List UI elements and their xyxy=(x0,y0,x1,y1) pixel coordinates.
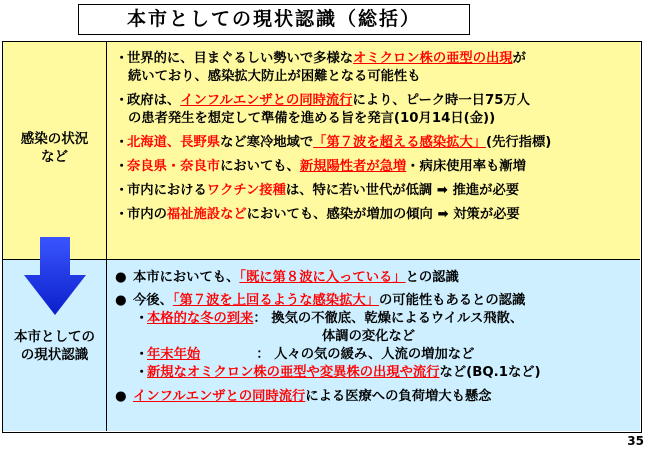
circle-item-expansion: ● 今後、「第７波を上回るような感染拡大」の可能性もあるとの認識 xyxy=(115,293,526,308)
bullet-circle-icon: ● xyxy=(115,389,127,404)
page-number: 35 xyxy=(627,434,644,448)
circle-item-eighth-wave: ● 本市においても、「既に第８波に入っている」との認識 xyxy=(115,270,459,285)
city-recognition-bullets xyxy=(115,269,636,406)
bullet-welfare-facilities: ・市内の福祉施設などにおいても、感染が増加の傾向 ➡ 対策が必要 xyxy=(115,207,520,222)
city-recognition-label: 本市としての の現状認識 xyxy=(14,329,95,363)
sub-item-winter: ・本格的な冬の到来： 換気の不徹底、乾燥によるウイルス飛散、 体調の変化など xyxy=(135,311,524,344)
bullet-government-statement: ・政府は、インフルエンザとの同時流行により、ピーク時一日75万人 の患者発生を想定して準備を進める旨を発言(10月14日(金)) xyxy=(115,93,531,126)
bullet-circle-icon: ● xyxy=(115,270,127,285)
circle-item-influenza: ● インフルエンザとの同時流行による医療への負荷増大も懸念 xyxy=(115,389,492,404)
sub-item-year-end: ・年末年始 ： 人々の気の緩み、人流の増加など xyxy=(135,347,475,362)
column-divider xyxy=(106,42,107,431)
arrow-right-icon: ➡ xyxy=(432,183,453,198)
page-title: 本市としての現状認識（総括） xyxy=(78,4,470,35)
sub-item-new-variants: ・新規なオミクロン株の亜型や変異株の出現や流行など(BQ.1など) xyxy=(135,365,541,380)
arrow-right-icon: ➡ xyxy=(432,207,454,222)
infection-status-label: 感染の状況 など xyxy=(20,131,89,165)
infection-status-bullets xyxy=(115,50,636,224)
city-recognition-section xyxy=(3,260,640,431)
bullet-global-variants: ・世界的に、目まぐるしい勢いで多様なオミクロン株の亜型の出現が 続いており、感染拡大防止が困難となる可能性も xyxy=(115,51,526,84)
bullet-vaccination: ・市内におけるワクチン接種は、特に若い世代が低調 ➡ 推進が必要 xyxy=(115,183,520,198)
bullet-circle-icon: ● xyxy=(115,293,127,308)
arrow-down-icon xyxy=(24,237,86,315)
bullet-nara: ・奈良県・奈良市においても、新規陽性者が急増・病床使用率も漸増 xyxy=(115,159,526,174)
summary-table xyxy=(2,41,642,433)
infection-status-section xyxy=(3,42,640,260)
bullet-cold-regions: ・北海道、長野県など寒冷地域で「第７波を超える感染拡大」(先行指標) xyxy=(115,135,552,150)
